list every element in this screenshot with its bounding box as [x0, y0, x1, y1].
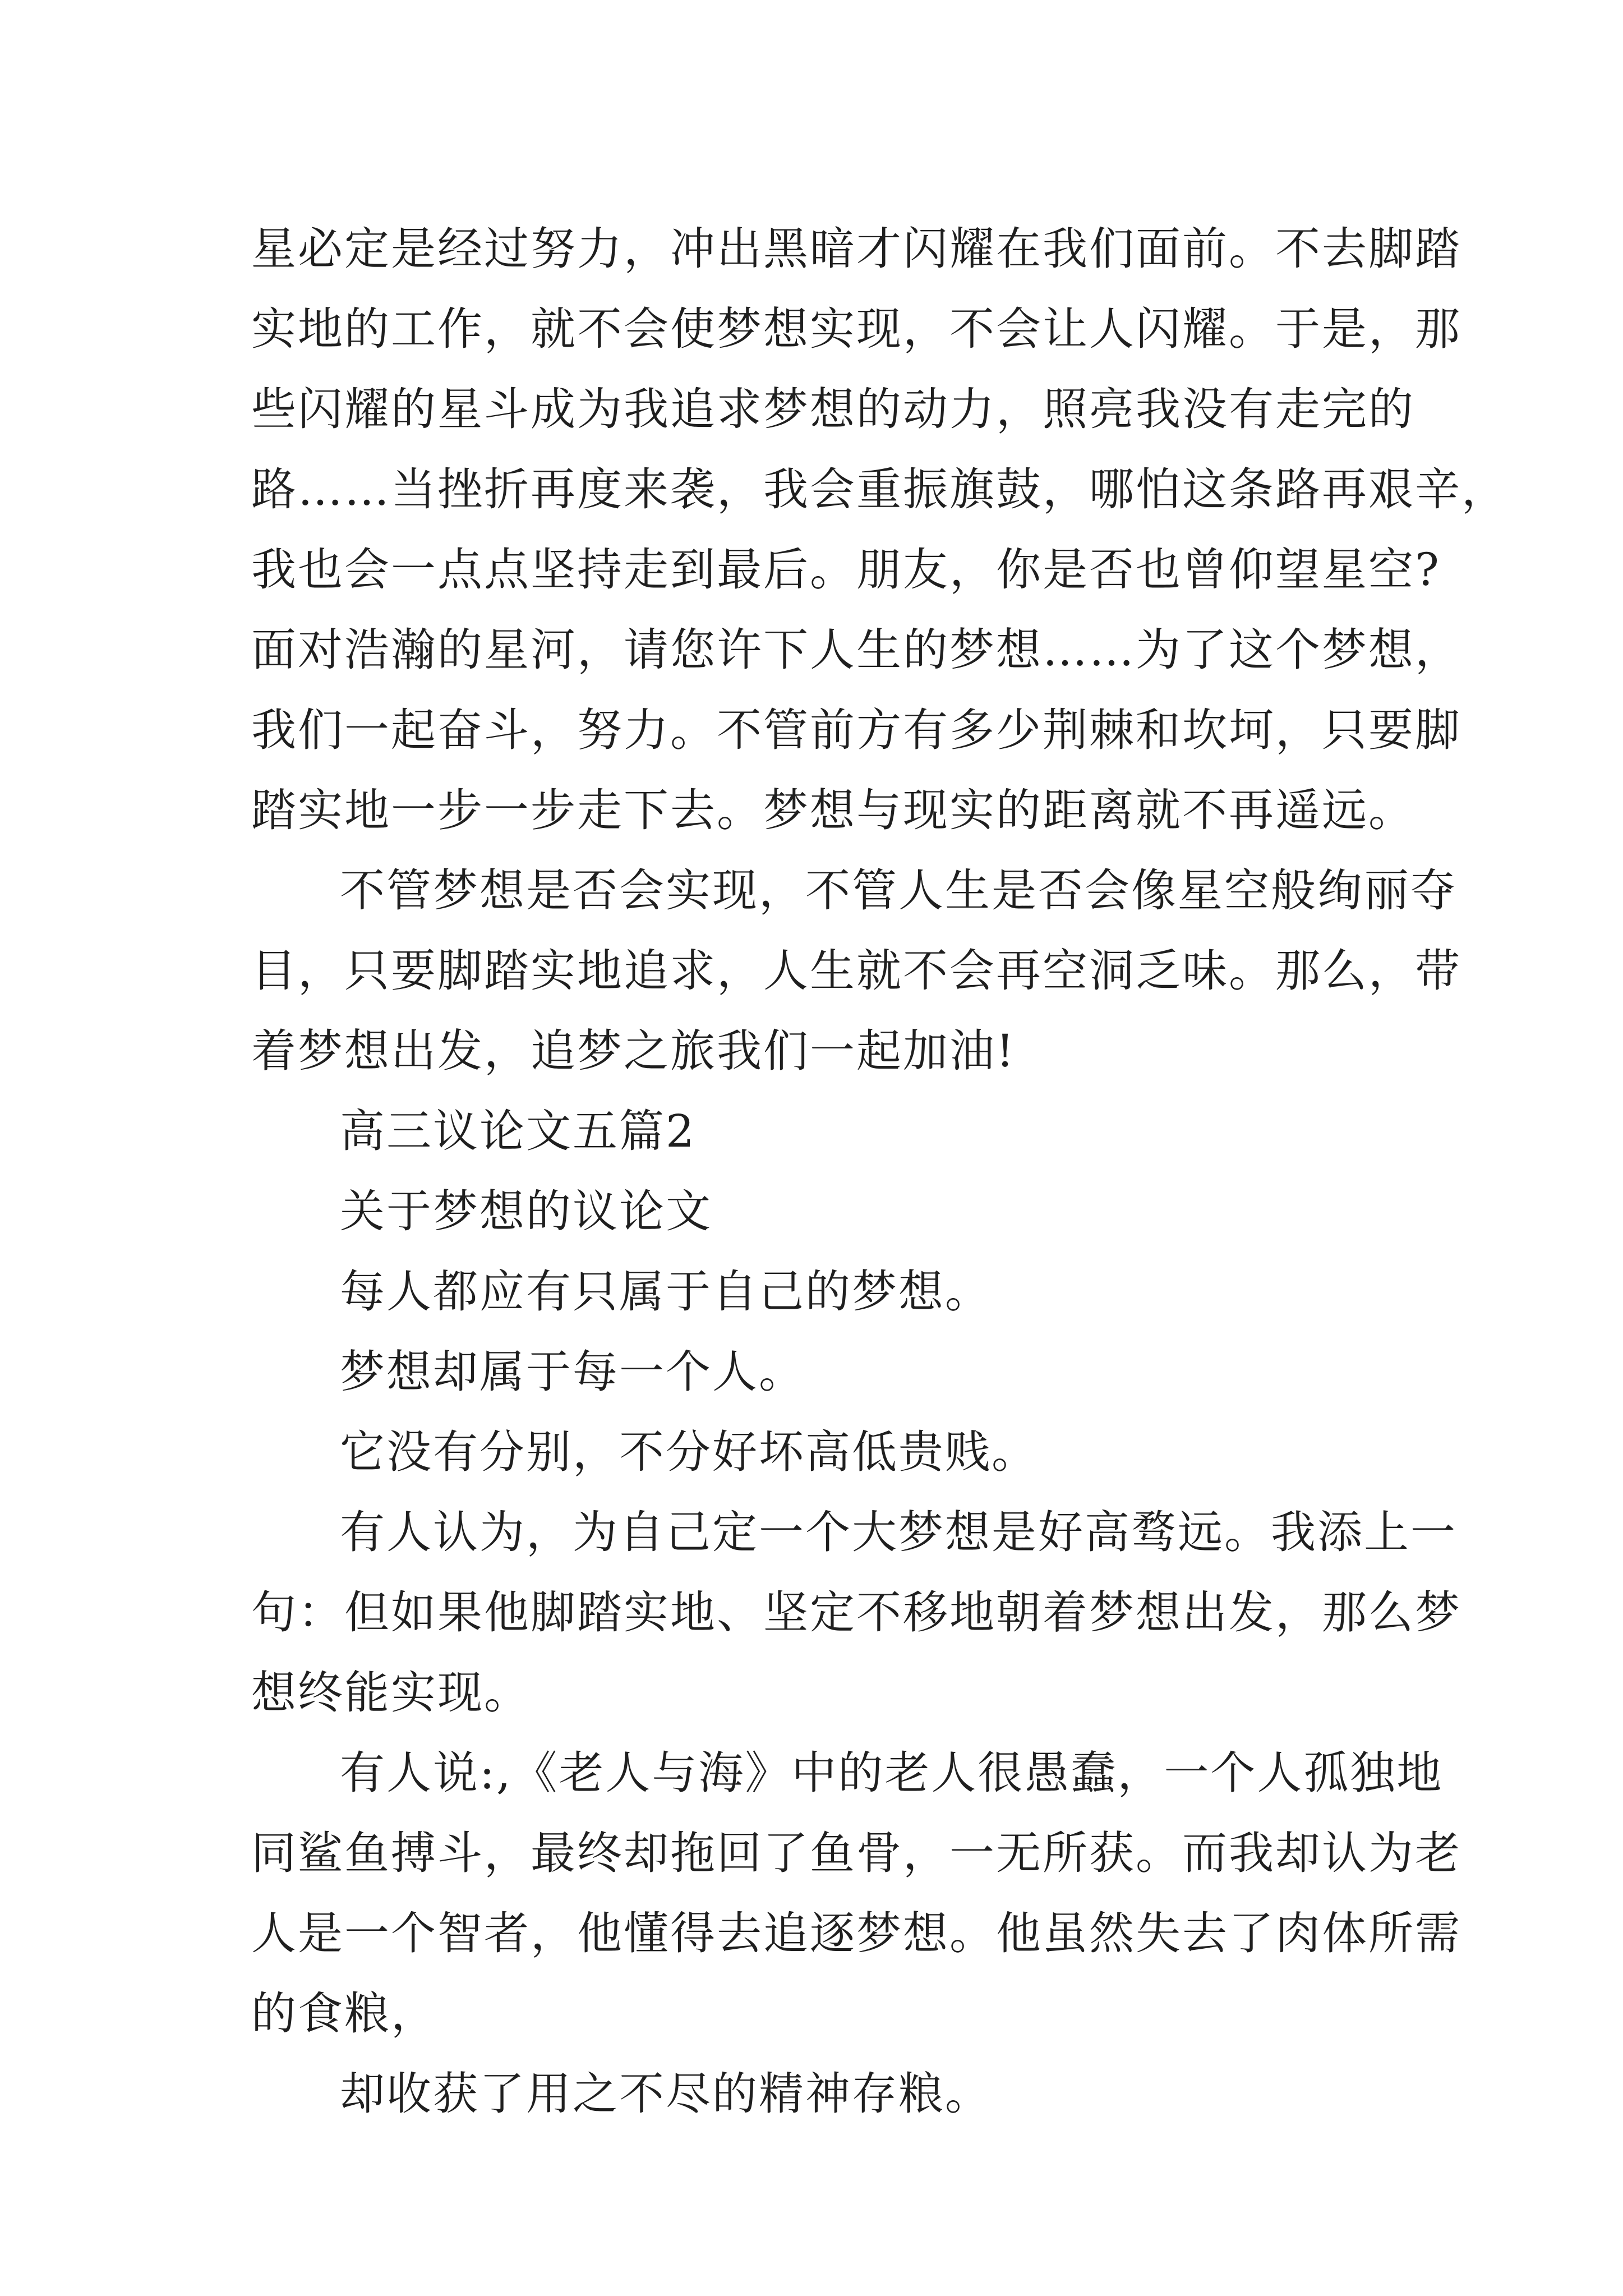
- text-line: 有人认为，为自己定一个大梦想是好高骛远。我添上一: [340, 1506, 1457, 1558]
- text-line: 我也会一点点坚持走到最后。朋友，你是否也曾仰望星空?: [251, 544, 1441, 596]
- text-line: 实地的工作，就不会使梦想实现，不会让人闪耀。于是，那: [251, 303, 1461, 355]
- text-line: 梦想却属于每一个人。: [340, 1346, 805, 1398]
- text-line: 每人都应有只属于自己的梦想。: [340, 1266, 992, 1318]
- text-line: 着梦想出发，追梦之旅我们一起加油!: [251, 1025, 1016, 1077]
- text-line: 关于梦想的议论文: [340, 1185, 712, 1237]
- text-line: 踏实地一步一步走下去。梦想与现实的距离就不再遥远。: [251, 784, 1415, 836]
- text-line: 有人说:,《老人与海》中的老人很愚蠢，一个人孤独地: [340, 1747, 1444, 1799]
- text-line: 的食粮，: [251, 1987, 437, 2040]
- text-line: 却收获了用之不尽的精神存粮。: [340, 2068, 992, 2120]
- text-line: 目，只要脚踏实地追求，人生就不会再空洞乏味。那么，带: [251, 945, 1461, 997]
- text-line: 同鲨鱼搏斗，最终却拖回了鱼骨，一无所获。而我却认为老: [251, 1827, 1461, 1879]
- text-line: 星必定是经过努力，冲出黑暗才闪耀在我们面前。不去脚踏: [251, 223, 1461, 275]
- text-line: 人是一个智者，他懂得去追逐梦想。他虽然失去了肉体所需: [251, 1907, 1461, 1959]
- text-line: 高三议论文五篇2: [340, 1105, 696, 1157]
- text-line: 面对浩瀚的星河，请您许下人生的梦想……为了这个梦想，: [251, 624, 1461, 676]
- text-line: 想终能实现。: [251, 1667, 531, 1719]
- text-line: 句：但如果他脚踏实地、坚定不移地朝着梦想出发，那么梦: [251, 1586, 1461, 1639]
- text-line: 我们一起奋斗，努力。不管前方有多少荆棘和坎坷，只要脚: [251, 704, 1461, 756]
- text-line: 路……当挫折再度来袭，我会重振旗鼓，哪怕这条路再艰辛，: [251, 463, 1508, 516]
- text-line: 它没有分别，不分好坏高低贵贱。: [340, 1426, 1038, 1478]
- text-line: 些闪耀的星斗成为我追求梦想的动力，照亮我没有走完的: [251, 383, 1415, 435]
- document-body: [251, 209, 1508, 2134]
- text-line: 不管梦想是否会实现，不管人生是否会像星空般绚丽夺: [340, 864, 1457, 917]
